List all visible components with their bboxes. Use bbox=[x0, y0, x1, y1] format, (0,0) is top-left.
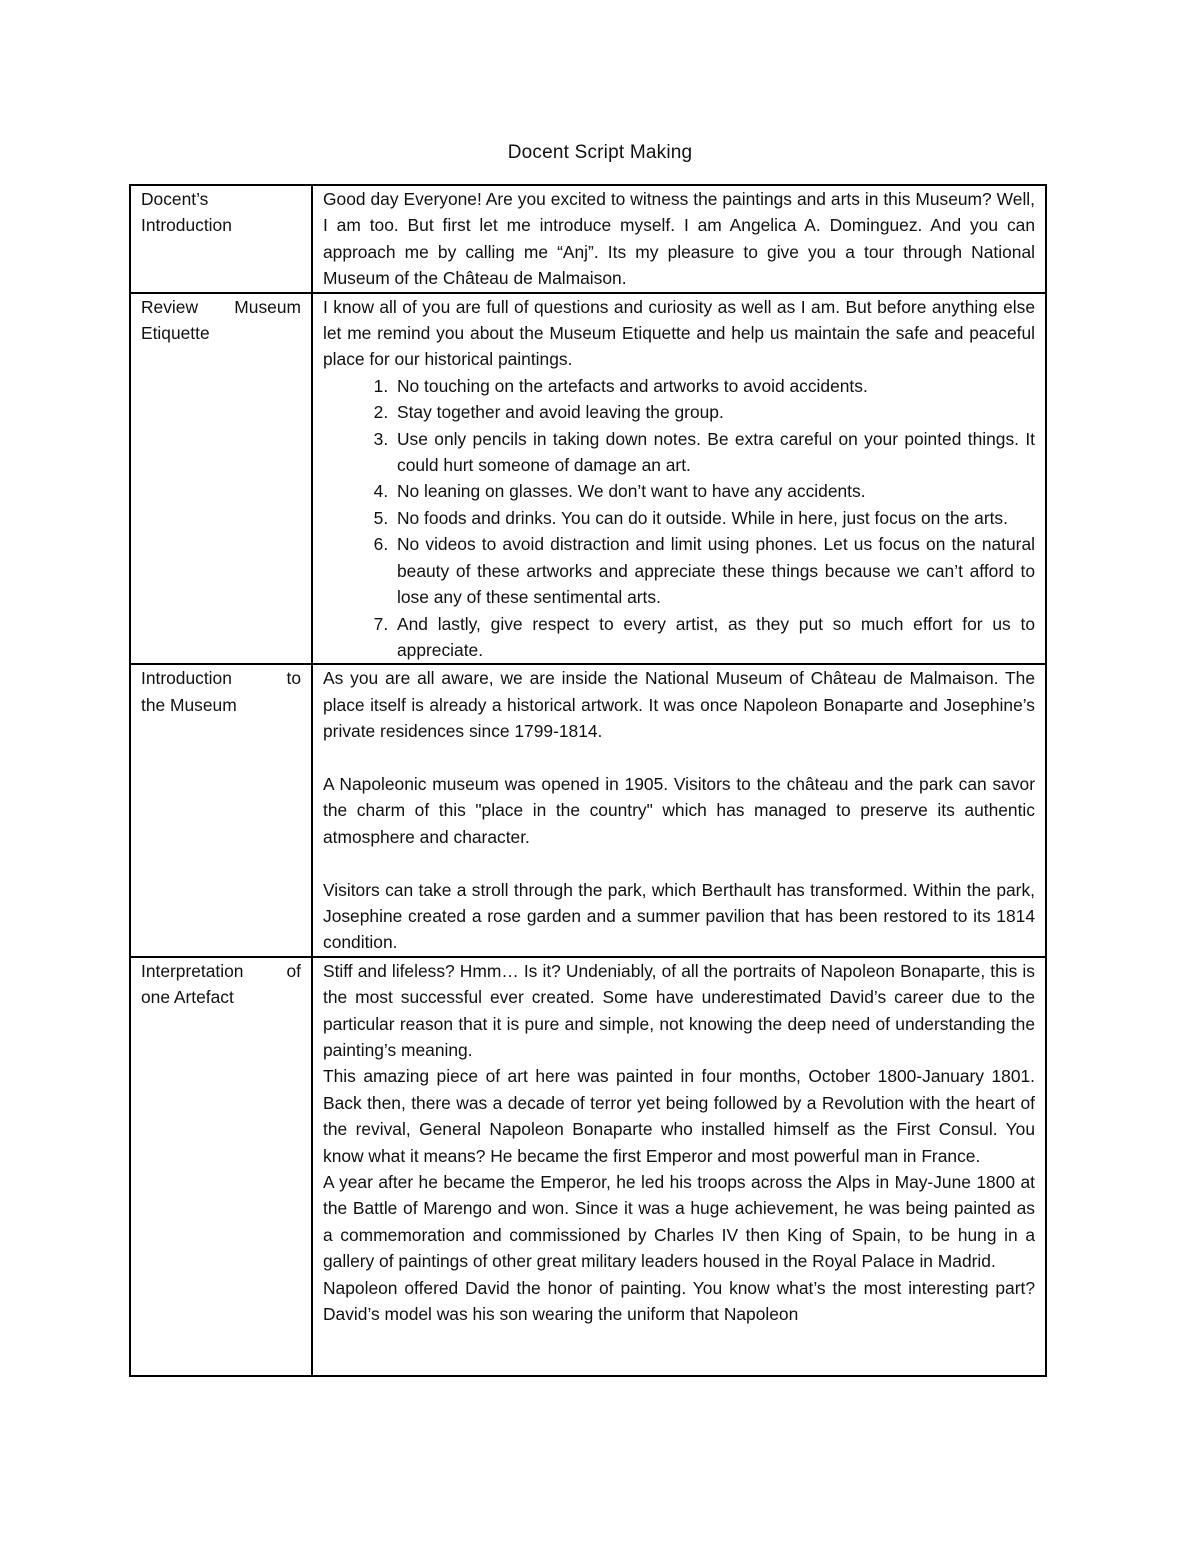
table-row bbox=[130, 957, 1046, 1376]
table-row bbox=[130, 293, 1046, 665]
paragraph: Napoleon offered David the honor of painting. You know what’s the most interesting part? David’s model was his son wearing the uniform that Napoleon bbox=[323, 1277, 1035, 1325]
section-label: Introduction bbox=[141, 215, 232, 236]
list-item: 2. Stay together and avoid leaving the group. bbox=[393, 399, 1035, 425]
list-item: 6. No videos to avoid distraction and limit using phones. Let us focus on the natural beauty of these artworks and appreciate these things because we can’t afford to lose any of these sentimental arts. bbox=[393, 531, 1035, 610]
section-content-cell bbox=[312, 957, 1046, 1376]
section-content-cell bbox=[312, 185, 1046, 293]
section-label: one Artefact bbox=[141, 987, 234, 1008]
list-item: 5. No foods and drinks. You can do it outside. While in here, just focus on the arts. bbox=[393, 505, 1035, 531]
list-item: 1. No touching on the artefacts and artworks to avoid accidents. bbox=[393, 373, 1035, 399]
paragraph: A Napoleonic museum was opened in 1905. Visitors to the château and the park can savor the charm of this "place in the country" which has managed to preserve its authentic atmosphere and character. bbox=[323, 773, 1035, 847]
section-label-cell bbox=[130, 664, 312, 956]
list-item: 3. Use only pencils in taking down notes. Be extra careful on your pointed things. It could hurt someone of damage an art. bbox=[393, 426, 1035, 479]
list-item: 7. And lastly, give respect to every artist, as they put so much effort for us to appreciate. bbox=[393, 611, 1035, 664]
paragraph: A year after he became the Emperor, he led his troops across the Alps in May-June 1800 at the Battle of Marengo and won. Since it was a huge achievement, he was being painted as a commemoration and commissioned by Charles IV then King of Spain, to be hung in a gallery of paintings of other great military leaders housed in the Royal Palace in Madrid. bbox=[323, 1172, 1035, 1272]
paragraph: Stiff and lifeless? Hmm… Is it? Undeniably, of all the portraits of Napoleon Bonaparte, this is the most successful ever created. Some have underestimated David’s career due to the particular reason that it is pure and simple, not knowing the deep need of understanding the painting’s meaning. bbox=[323, 960, 1035, 1060]
section-label: Review Museum bbox=[141, 296, 301, 317]
section-label: Etiquette bbox=[141, 323, 210, 344]
paragraph: Good day Everyone! Are you excited to witness the paintings and arts in this Museum? Well, I am too. But first let me introduce myself. I am Angelica A. Dominguez. And you can approach me by calling me “Anj”. Its my pleasure to give you a tour through National Museum of the Château de Malmaison. bbox=[323, 189, 1035, 289]
etiquette-rules-list bbox=[323, 373, 1035, 663]
paragraph: Visitors can take a stroll through the park, which Berthault has transformed. Within the park, Josephine created a rose garden and a summer pavilion that has been restored to its 1814 condition. bbox=[323, 879, 1035, 953]
section-label-cell bbox=[130, 293, 312, 665]
list-item: 4. No leaning on glasses. We don’t want to have any accidents. bbox=[393, 478, 1035, 504]
section-label: the Museum bbox=[141, 694, 237, 715]
docent-script-table bbox=[129, 184, 1047, 1377]
paragraph: I know all of you are full of questions and curiosity as well as I am. But before anything else let me remind you about the Museum Etiquette and help us maintain the safe and peaceful place for our historical paintings. bbox=[323, 296, 1035, 370]
paragraph: This amazing piece of art here was painted in four months, October 1800-January 1801. Back then, there was a decade of terror yet being followed by a Revolution with the heart of the revival, General Napoleon Bonaparte who installed himself as the First Consul. You know what it means? He became the first Emperor and most powerful man in France. bbox=[323, 1066, 1035, 1166]
table-row bbox=[130, 664, 1046, 956]
page-title: Docent Script Making bbox=[507, 142, 693, 163]
section-label: Docent’s bbox=[141, 189, 209, 209]
artefact-text-wrap bbox=[323, 958, 1035, 1375]
paragraph: As you are all aware, we are inside the National Museum of Château de Malmaison. The place itself is already a historical artwork. It was once Napoleon Bonaparte and Josephine’s private residences since 1799-1814. bbox=[323, 668, 1035, 742]
section-label: Interpretation of bbox=[141, 960, 301, 981]
section-label-cell bbox=[130, 185, 312, 293]
table-row bbox=[130, 185, 1046, 293]
section-label: Introduction to bbox=[141, 668, 301, 689]
section-content-cell bbox=[312, 664, 1046, 956]
section-label-cell bbox=[130, 957, 312, 1376]
section-content-cell bbox=[312, 293, 1046, 665]
